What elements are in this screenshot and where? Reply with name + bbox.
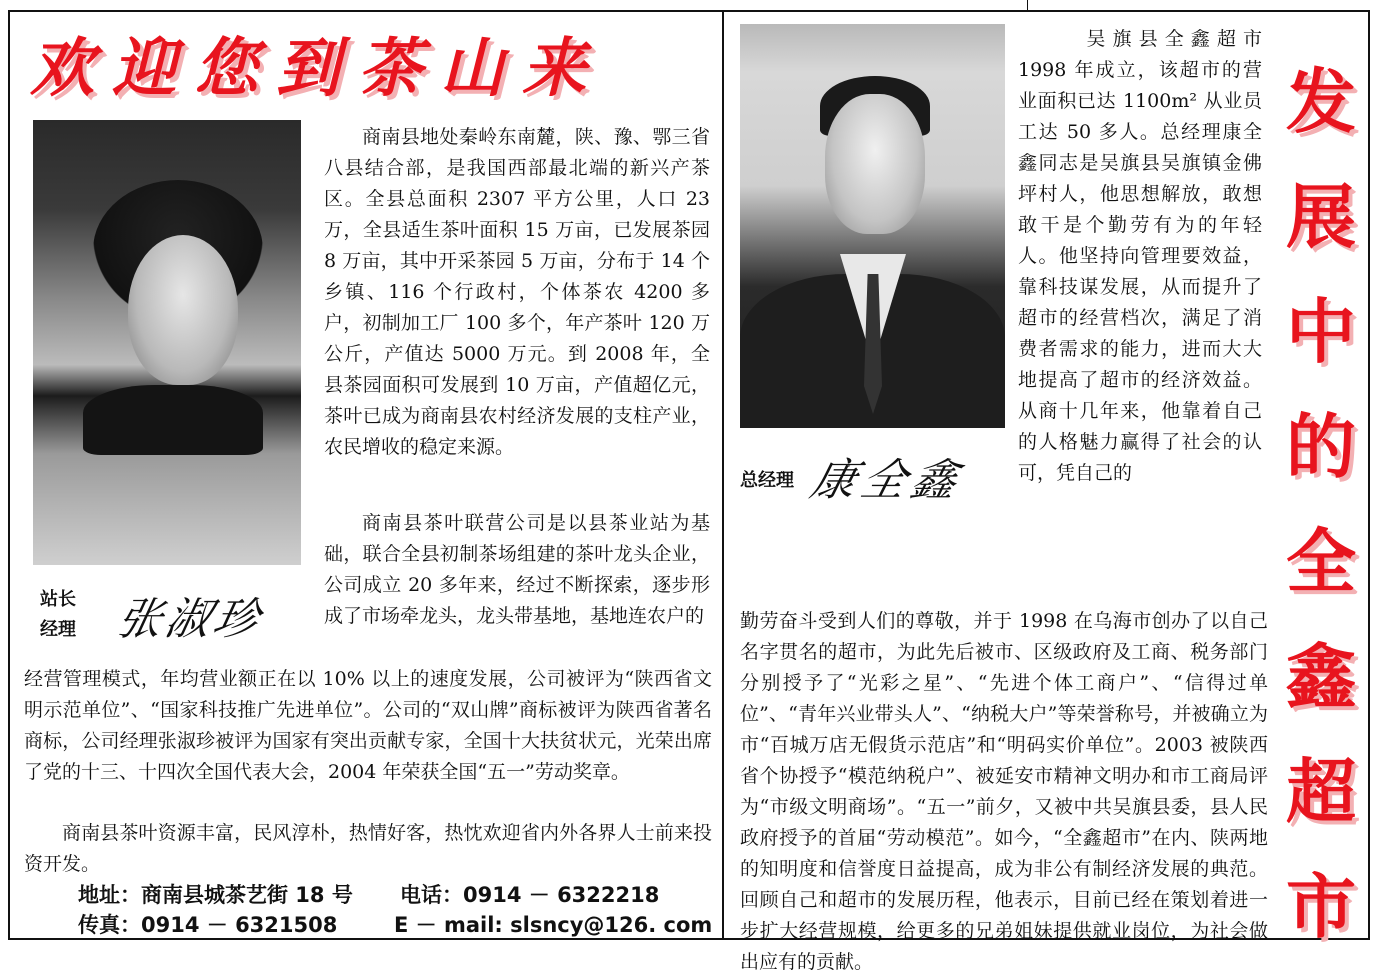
phone-text: 电话：0914 － 6322218 [400, 883, 660, 907]
title-char: 市 [1286, 865, 1356, 948]
title-char: 全 [1286, 520, 1356, 603]
left-paragraph-2a: 商南县茶叶联营公司是以县茶业站为基础，联合全县初制茶场组建的茶叶龙头企业，公司成立 20 多年来，经过不断探索，逐步形成了市场牵龙头，龙头带基地，基地连农户的 [324, 512, 710, 627]
portrait-photo-right [740, 24, 1005, 428]
fax-text: 传真：0914 － 6321508 [78, 913, 338, 937]
title-char: 发 [1286, 60, 1356, 143]
title-char: 展 [1286, 175, 1356, 258]
title-char: 的 [1286, 405, 1356, 488]
email-text: E － mail: slsncy@126. com [394, 913, 713, 937]
portrait-photo-left [33, 120, 301, 565]
right-paragraph-1: 吴旗县全鑫超市 1998 年成立，该超市的营业面积已达 1100m² 从业员工达 50 多人。总经理康全鑫同志是吴旗县吴旗镇金佛坪村人，他思想解放，敢想敢干是个勤劳有为的年轻人。他坚持向管理要效益，靠科技谋发展，从而提升了超市的经营档次，满足了消费者需求的能力，进而大大地提高了超市的经济效益。从商十几年来，他靠着自己的人格魅力赢得了社会的认可，凭自己的 [1018, 28, 1262, 484]
handwritten-signature-right: 康全鑫 [805, 455, 969, 506]
crop-mark [1027, 0, 1028, 10]
column-divider [722, 10, 724, 940]
signature-caption-left: 站长 经理 [40, 589, 76, 640]
title-char: 鑫 [1286, 635, 1356, 718]
right-paragraph-2: 勤劳奋斗受到人们的尊敬，并于 1998 在乌海市创办了以自己名字贯名的超市，为此先后被市、区级政府及工商、税务部门分别授予了“光彩之星”、“先进个体工商户”、“信得过单位”、“青年兴业带头人”、“纳税大户”等荣誉称号，并被确立为市“百城万店无假货示范店”和“明码实价单位”。2003 被陕西省个协授予“模范纳税户”、被延安市精神文明办和市工商局评为“市级文明商场”。“五一”前夕，又被中共吴旗县委，县人民政府授予的首届“劳动模范”。如今，“全鑫超市”在内、陕两地的知明度和信誉度日益提高，成为非公有制经济发展的典范。回顾自己和超市的发展历程，他表示，目前已经在策划着进一步扩大经营规模，给更多的兄弟姐妹提供就业岗位，为社会做出应有的贡献。 [740, 610, 1268, 973]
left-paragraph-1: 商南县地处秦岭东南麓，陕、豫、鄂三省八县结合部，是我国西部最北端的新兴产茶区。全县总面积 2307 平方公里，人口 23 万，全县适生茶叶面积 15 万亩，已发展茶园 8 万亩，其中开采茶园 5 万亩，分布于 14 个乡镇、116 个行政村，个体茶农 4200 多户，初制加工厂 100 多个，年产茶叶 120 万公斤，产值达 5000 万元。到 2008 年，全县茶园面积可发展到 10 万亩，产值超亿元，茶叶已成为商南县农村经济发展的支柱产业，农民增收的稳定来源。 [324, 126, 710, 458]
left-paragraph-3: 商南县茶叶资源丰富，民风淳朴，热情好客，热忱欢迎省内外各界人士前来投资开发。 [24, 822, 712, 875]
left-paragraph-2b: 经营管理模式，年均营业额正在以 10% 以上的速度发展，公司被评为“陕西省文明示范单位”、“国家科技推广先进单位”。公司的“双山牌”商标被评为陕西省著名商标，公司经理张淑珍被评为国家有突出贡献专家，全国十大扶贫状元，光荣出席了党的十三、十四次全国代表大会，2004 年荣获全国“五一”劳动奖章。 [24, 668, 712, 783]
address-text: 地址：商南县城茶艺街 18 号 [78, 883, 353, 907]
right-article-title [1275, 44, 1367, 964]
left-article-title: 欢迎您到茶山来 [30, 31, 604, 106]
signature-caption-right: 总经理 [740, 470, 794, 491]
title-char: 超 [1286, 750, 1356, 833]
handwritten-signature-left: 张淑珍 [112, 594, 268, 645]
title-char: 中 [1286, 290, 1356, 373]
